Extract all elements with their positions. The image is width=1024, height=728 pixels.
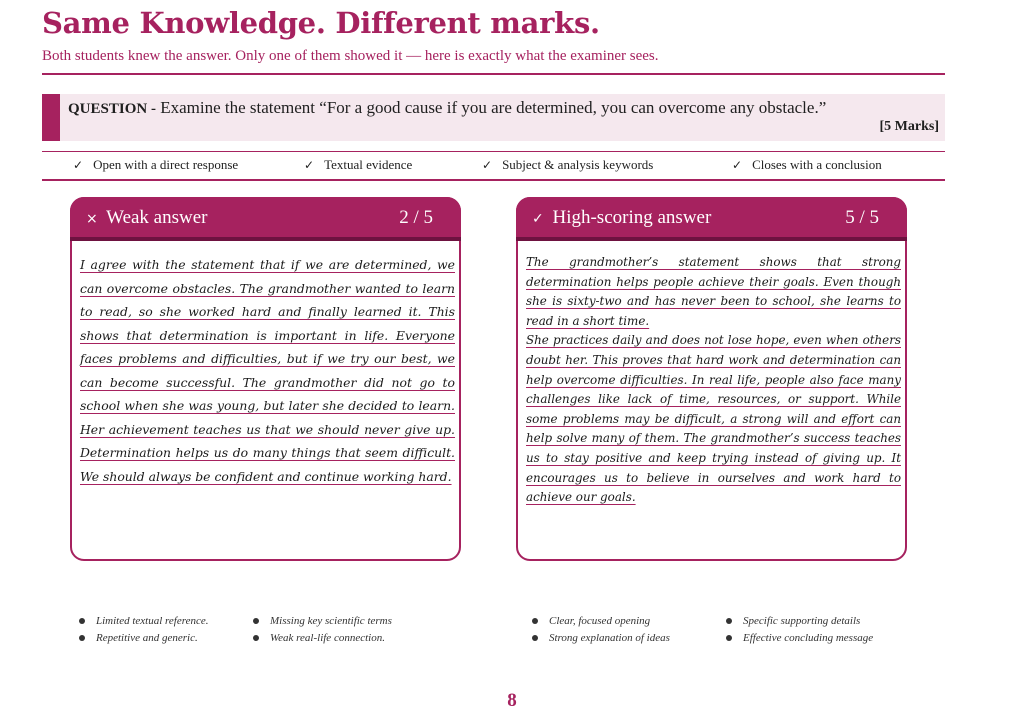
- strong-answer-title-text: High-scoring answer: [552, 207, 712, 228]
- strong-answer-text: [526, 253, 901, 508]
- weak-answer-card: [70, 197, 461, 561]
- strong-feedback-list: [532, 613, 670, 647]
- criteria-item: [482, 157, 653, 173]
- criteria-item: [73, 157, 238, 173]
- question-marks: [5 Marks]: [879, 119, 939, 134]
- criteria-label: Subject & analysis keywords: [502, 157, 654, 172]
- answer-paragraph: I agree with the statement that if we are determined, we can overcome obstacles. The grandmother wanted to learn to read, so she worked hard and finally learned it. This shows that determination is important in life. Everyone faces problems and difficulties, but if we try our best, we can become successful. The grandmother did not go to school when she was young, but later she decided to learn. Her achievement teaches us that we should never give up. Determination helps us do many things that seem difficult. We should always be confident and continue working hard.: [80, 257, 455, 484]
- strong-answer-score: 5 / 5: [845, 207, 879, 228]
- feedback-item: Repetitive and generic.: [79, 630, 209, 647]
- title-divider: [42, 73, 945, 75]
- check-icon: ✓: [73, 158, 84, 172]
- check-icon: ✓: [304, 158, 315, 172]
- question-box: [42, 94, 945, 141]
- cross-icon: ×: [86, 211, 98, 227]
- answer-paragraph: She practices daily and does not lose hope, even when others doubt her. This proves that hard work and determination can help overcome difficulties. In real life, people also face many challenges like lack of time, resources, or support. While some problems may be difficult, a strong will and effort can help solve many of them. The grandmother’s success teaches us to stay positive and keep trying instead of giving up. It encourages us to believe in ourselves and work hard to achieve our goals.: [526, 333, 901, 505]
- question-accent-bar: [42, 94, 60, 141]
- strong-feedback-list-2: [726, 613, 873, 647]
- check-icon: ✓: [532, 211, 544, 227]
- feedback-item: Missing key scientific terms: [253, 613, 392, 630]
- criteria-item: [732, 157, 882, 173]
- weak-answer-score: 2 / 5: [399, 207, 433, 228]
- weak-answer-text: [80, 253, 455, 488]
- criteria-label: Textual evidence: [324, 157, 413, 172]
- feedback-item: Strong explanation of ideas: [532, 630, 670, 647]
- criteria-label: Closes with a conclusion: [752, 157, 882, 172]
- strong-answer-card: [516, 197, 907, 561]
- criteria-item: [304, 157, 412, 173]
- feedback-item: Limited textual reference.: [79, 613, 209, 630]
- question-label: QUESTION -: [68, 101, 156, 117]
- feedback-item: Clear, focused opening: [532, 613, 670, 630]
- check-icon: ✓: [732, 158, 743, 172]
- feedback-item: Specific supporting details: [726, 613, 873, 630]
- feedback-item: Effective concluding message: [726, 630, 873, 647]
- strong-answer-header: [516, 197, 907, 241]
- weak-answer-header: [70, 197, 461, 241]
- question-text: [68, 98, 938, 118]
- weak-feedback-list-2: [253, 613, 392, 647]
- criteria-checklist: [42, 151, 945, 181]
- question-statement: Examine the statement “For a good cause if you are determined, you can overcome any obstacle.”: [160, 98, 827, 117]
- page-number: 8: [507, 690, 517, 711]
- page-subtitle: Both students knew the answer. Only one of them showed it — here is exactly what the examiner sees.: [42, 48, 659, 64]
- criteria-label: Open with a direct response: [93, 157, 239, 172]
- feedback-item: Weak real-life connection.: [253, 630, 392, 647]
- answer-paragraph: The grandmother’s statement shows that strong determination helps people achieve their goals. Even though she is sixty-two and has never been to school, she learns to read in a short time.: [526, 255, 901, 328]
- strong-answer-title: [532, 207, 711, 229]
- check-icon: ✓: [482, 158, 493, 172]
- weak-feedback-list: [79, 613, 209, 647]
- page-title: Same Knowledge. Different marks.: [42, 6, 600, 40]
- weak-answer-title-text: Weak answer: [106, 207, 208, 228]
- weak-answer-title: [86, 207, 208, 229]
